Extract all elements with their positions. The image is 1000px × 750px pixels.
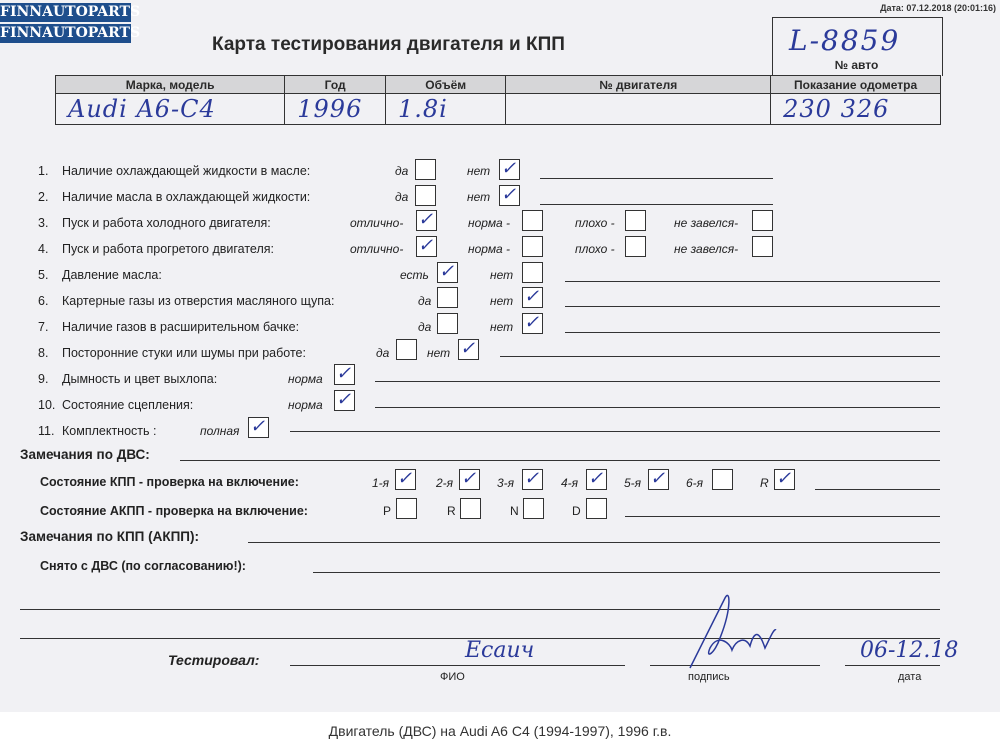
removed-line-2[interactable]: [20, 609, 940, 610]
q4-opt-bad: плохо -: [575, 242, 615, 256]
header-odometer: Показание одометра: [771, 76, 941, 94]
gear-5-checkbox[interactable]: ✓: [648, 469, 669, 490]
date-line[interactable]: [845, 665, 940, 666]
q1-no-checkbox[interactable]: ✓: [499, 159, 520, 180]
header-volume: Объём: [386, 76, 506, 94]
q3-opt-bad: плохо -: [575, 216, 615, 230]
gear-r-label: R: [760, 476, 769, 490]
q3-excellent-checkbox[interactable]: ✓: [416, 210, 437, 231]
q7-yes-checkbox[interactable]: [437, 313, 458, 334]
akpp-p-label: P: [383, 504, 392, 518]
question-9: 9. Дымность и цвет выхлопа:: [38, 372, 218, 386]
q3-no-start-checkbox[interactable]: [752, 210, 773, 231]
akpp-d-label: D: [572, 504, 581, 518]
akpp-p-checkbox[interactable]: [396, 498, 417, 519]
q3-bad-checkbox[interactable]: [625, 210, 646, 231]
value-odometer: 230 326: [771, 94, 941, 125]
akpp-n-label: N: [510, 504, 519, 518]
page-title: Карта тестирования двигателя и КПП: [212, 34, 565, 55]
signature-label: подпись: [688, 671, 730, 683]
q6-yes-checkbox[interactable]: [437, 287, 458, 308]
q4-no-start-checkbox[interactable]: [752, 236, 773, 257]
q5-opt-yes: есть: [400, 268, 429, 282]
q6-opt-yes: да: [418, 294, 432, 308]
q11-opt-full: полная: [200, 424, 240, 438]
q4-opt-normal: норма -: [468, 242, 511, 256]
q10-notes-line: [375, 407, 940, 408]
header-auto-no: № авто: [834, 58, 879, 72]
q9-normal-checkbox[interactable]: ✓: [334, 364, 355, 385]
removed-line-1[interactable]: [313, 572, 940, 573]
tested-by-label: Тестировал:: [168, 652, 260, 668]
value-make: Audi A6-C4: [56, 94, 285, 125]
q11-full-checkbox[interactable]: ✓: [248, 417, 269, 438]
q5-no-checkbox[interactable]: [522, 262, 543, 283]
q6-opt-no: нет: [490, 294, 514, 308]
q5-notes-line: [565, 281, 940, 282]
q4-normal-checkbox[interactable]: [522, 236, 543, 257]
q4-opt-no-start: не завелся-: [674, 242, 739, 256]
stamp-date: Дата: 07.12.2018 (20:01:16): [880, 3, 996, 13]
q5-opt-no: нет: [490, 268, 514, 282]
value-volume: 1.8i: [386, 94, 506, 125]
question-1: 1. Наличие охлаждающей жидкости в масле:: [38, 164, 311, 178]
kpp-remarks-line[interactable]: [248, 542, 940, 543]
kpp-remarks-label: Замечания по КПП (АКПП):: [20, 529, 199, 544]
question-7: 7. Наличие газов в расширительном бачке:: [38, 320, 300, 334]
q8-notes-line: [500, 356, 940, 357]
q6-no-checkbox[interactable]: ✓: [522, 287, 543, 308]
gear-5-label: 5-я: [624, 476, 642, 490]
q10-normal-checkbox[interactable]: ✓: [334, 390, 355, 411]
q2-notes-line: [540, 204, 773, 205]
akpp-check-label: Состояние АКПП - проверка на включение:: [40, 504, 308, 518]
header-engine-no: № двигателя: [506, 76, 771, 94]
q7-opt-yes: да: [418, 320, 432, 334]
q2-no-checkbox[interactable]: ✓: [499, 185, 520, 206]
gear-1-label: 1-я: [372, 476, 390, 490]
q7-notes-line: [565, 332, 940, 333]
header-make: Марка, модель: [56, 76, 285, 94]
q4-bad-checkbox[interactable]: [625, 236, 646, 257]
gear-r-checkbox[interactable]: ✓: [774, 469, 795, 490]
brand-logo-secondary: FINNAUTOPARTS: [0, 25, 141, 41]
question-4: 4. Пуск и работа прогретого двигателя:: [38, 242, 274, 256]
q4-opt-excellent: отлично-: [350, 242, 404, 256]
kpp-notes-line: [815, 489, 940, 490]
photo-caption: Двигатель (ДВС) на Audi A6 C4 (1994-1997), 1996 г.в.: [0, 712, 1000, 750]
q9-opt-normal: норма: [288, 372, 323, 386]
q8-opt-no: нет: [427, 346, 451, 360]
q1-opt-no: нет: [467, 164, 491, 178]
question-8: 8. Посторонние стуки или шумы при работе:: [38, 346, 306, 360]
q7-no-checkbox[interactable]: ✓: [522, 313, 543, 334]
q8-opt-yes: да: [376, 346, 390, 360]
q3-normal-checkbox[interactable]: [522, 210, 543, 231]
brand-logo: FINNAUTOPARTS: [0, 4, 141, 20]
q2-opt-no: нет: [467, 190, 491, 204]
question-6: 6. Картерные газы из отверстия масляного щупа:: [38, 294, 335, 308]
q11-notes-line: [290, 431, 940, 432]
fio-line[interactable]: [290, 665, 625, 666]
question-2: 2. Наличие масла в охлаждающей жидкости:: [38, 190, 311, 204]
q4-excellent-checkbox[interactable]: ✓: [416, 236, 437, 257]
date-label: дата: [898, 671, 922, 683]
q8-yes-checkbox[interactable]: [396, 339, 417, 360]
q3-opt-excellent: отлично-: [350, 216, 404, 230]
header-year: Год: [285, 76, 386, 94]
fio-handwritten: Есаич: [465, 638, 535, 663]
question-11: 11. Комплектность :: [38, 424, 157, 438]
gear-4-checkbox[interactable]: ✓: [586, 469, 607, 490]
gear-6-checkbox[interactable]: [712, 469, 733, 490]
kpp-check-label: Состояние КПП - проверка на включение:: [40, 475, 299, 489]
q6-notes-line: [565, 306, 940, 307]
akpp-n-checkbox[interactable]: [523, 498, 544, 519]
q1-yes-checkbox[interactable]: [415, 159, 436, 180]
q2-opt-yes: да: [395, 190, 409, 204]
q8-no-checkbox[interactable]: ✓: [458, 339, 479, 360]
gear-1-checkbox[interactable]: ✓: [395, 469, 416, 490]
q10-opt-normal: норма: [288, 398, 323, 412]
gear-3-label: 3-я: [497, 476, 515, 490]
value-engine-no: [506, 94, 771, 125]
q2-yes-checkbox[interactable]: [415, 185, 436, 206]
gear-3-checkbox[interactable]: ✓: [522, 469, 543, 490]
signature-scribble: [670, 588, 780, 678]
engine-remarks-label: Замечания по ДВС:: [20, 447, 150, 462]
gear-2-label: 2-я: [436, 476, 454, 490]
q1-opt-yes: да: [395, 164, 409, 178]
q7-opt-no: нет: [490, 320, 514, 334]
q5-yes-checkbox[interactable]: ✓: [437, 262, 458, 283]
header-table: [55, 75, 941, 125]
engine-remarks-line[interactable]: [180, 460, 940, 461]
q3-opt-no-start: не завелся-: [674, 216, 739, 230]
q3-opt-normal: норма -: [468, 216, 511, 230]
akpp-r-label: R: [447, 504, 456, 518]
akpp-r-checkbox[interactable]: [460, 498, 481, 519]
handwritten-code: L-8859: [789, 24, 901, 57]
q1-notes-line: [540, 178, 773, 179]
question-10: 10. Состояние сцепления:: [38, 398, 194, 412]
question-5: 5. Давление масла:: [38, 268, 162, 282]
removed-label: Снято с ДВС (по согласованию!):: [40, 559, 246, 573]
value-year: 1996: [285, 94, 386, 125]
date-handwritten: 06-12.18: [860, 638, 959, 663]
akpp-d-checkbox[interactable]: [586, 498, 607, 519]
gear-4-label: 4-я: [561, 476, 579, 490]
gear-2-checkbox[interactable]: ✓: [459, 469, 480, 490]
q9-notes-line: [375, 381, 940, 382]
fio-label: ФИО: [440, 671, 465, 683]
akpp-notes-line: [625, 516, 940, 517]
question-3: 3. Пуск и работа холодного двигателя:: [38, 216, 271, 230]
gear-6-label: 6-я: [686, 476, 704, 490]
